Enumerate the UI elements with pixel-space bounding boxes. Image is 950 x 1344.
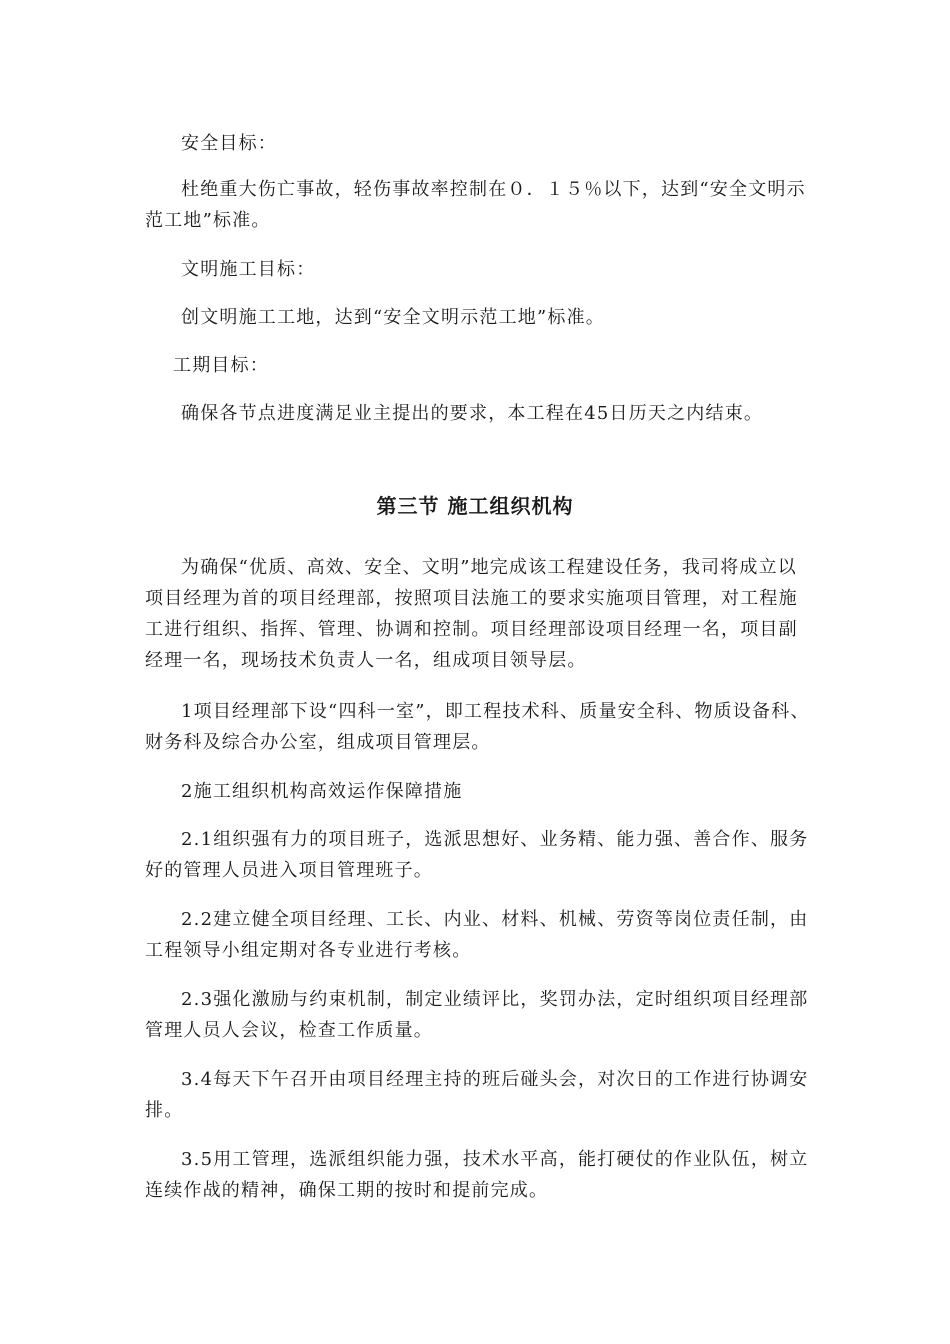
- paragraph-item-3-5: 3.5用工管理，选派组织能力强，技术水平高，能打硬仗的作业队伍，树立连续作战的精神，确保工期的按时和提前完成。: [145, 1149, 809, 1201]
- safety-goal-title: 安全目标：: [181, 133, 277, 154]
- paragraph-item-2: 2施工组织机构高效运作保障措施: [181, 781, 463, 802]
- schedule-goal-title: 工期目标：: [173, 355, 269, 376]
- paragraph-item-2-2: 2.2建立健全项目经理、工长、内业、材料、机械、劳资等岗位责任制，由工程领导小组定期对各专业进行考核。: [145, 909, 809, 961]
- paragraph-item-2-3: 2.3强化激励与约束机制，制定业绩评比，奖罚办法，定时组织项目经理部管理人员人会议，检查工作质量。: [145, 989, 809, 1041]
- civilized-goal-text: 创文明施工工地，达到“安全文明示范工地”标准。: [181, 307, 606, 328]
- paragraph-item-2-1: 2.1组织强有力的项目班子，选派思想好、业务精、能力强、善合作、服务好的管理人员进入项目管理班子。: [145, 829, 809, 881]
- paragraph-item-3-4: 3.4每天下午召开由项目经理主持的班后碰头会，对次日的工作进行协调安排。: [145, 1069, 809, 1121]
- safety-goal-text: 杜绝重大伤亡事故，轻伤事故率控制在０．１５％以下，达到“安全文明示范工地”标准。: [145, 179, 806, 231]
- section-heading: 第三节 施工组织机构: [376, 494, 574, 518]
- civilized-goal-title: 文明施工目标：: [181, 259, 316, 280]
- section-intro-paragraph: 为确保“优质、高效、安全、文明”地完成该工程建设任务，我司将成立以项目经理为首的项目经理部，按照项目法施工的要求实施项目管理，对工程施工进行组织、指挥、管理、协调和控制。项目经理部设项目经理一名，项目副经理一名，现场技术负责人一名，组成项目领导层。: [145, 557, 798, 671]
- schedule-goal-text: 确保各节点进度满足业主提出的要求，本工程在45日历天之内结束。: [181, 403, 764, 424]
- paragraph-item-1: 1项目经理部下设“四科一室”，即工程技术科、质量安全科、物质设备科、财务科及综合办公室，组成项目管理层。: [145, 701, 810, 753]
